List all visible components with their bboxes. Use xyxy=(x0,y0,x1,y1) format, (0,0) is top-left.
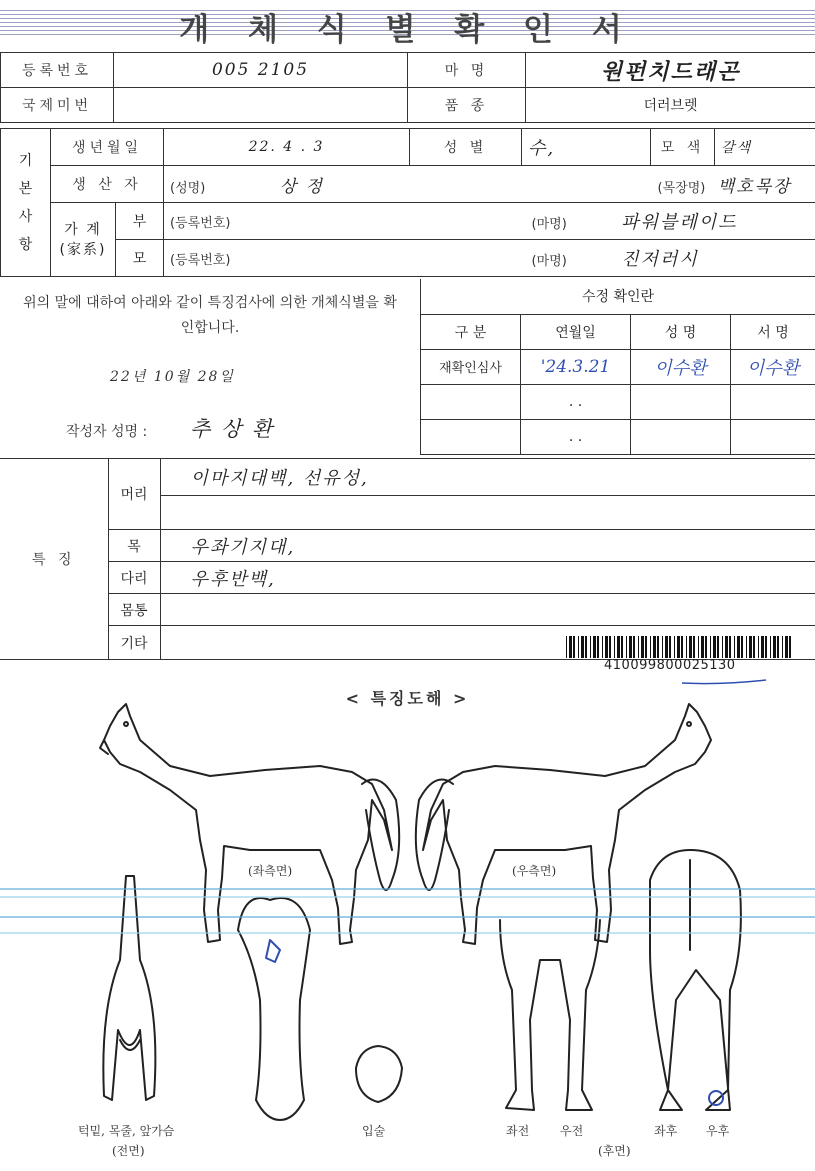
barcode-bar xyxy=(638,636,639,658)
leg-value: 우후반백, xyxy=(160,562,815,594)
horse-name-value: 원펀치드래곤 xyxy=(526,53,815,88)
sex-value: 수, xyxy=(522,129,651,166)
front-view-horse xyxy=(103,876,155,1100)
barcode-bar xyxy=(710,636,711,658)
breed-value: 더러브렛 xyxy=(526,88,815,123)
barcode xyxy=(566,636,794,658)
title-band xyxy=(0,0,815,48)
barcode-bar xyxy=(633,636,635,658)
confirm-col-name: 성 명 xyxy=(631,314,731,349)
barcode-bar xyxy=(617,636,620,658)
registration-table xyxy=(0,52,815,123)
confirm-row2-sign xyxy=(731,384,815,419)
confirm-row3-name xyxy=(631,419,731,454)
reg-no-label: 등록번호 xyxy=(1,53,114,88)
head-value-extra xyxy=(160,496,815,530)
barcode-bar xyxy=(662,636,663,658)
head-value: 이마지대백, 선유성, xyxy=(160,459,815,496)
barcode-bar xyxy=(593,636,596,658)
breed-label: 품 종 xyxy=(408,88,526,123)
barcode-bar xyxy=(713,636,716,658)
lips-view xyxy=(356,1046,402,1102)
barcode-bar xyxy=(729,636,731,658)
barcode-bar xyxy=(725,636,728,658)
barcode-bar xyxy=(737,636,740,658)
barcode-bar xyxy=(578,636,579,658)
reg-no-value: 005 2105 xyxy=(114,53,408,88)
confirm-col-date: 연월일 xyxy=(521,314,631,349)
diagram-title: < 특징도해 > xyxy=(345,689,470,708)
feature-section-label: 특 징 xyxy=(0,459,108,660)
producer-name-cell xyxy=(164,166,522,203)
barcode-bar xyxy=(674,636,675,658)
author-signature: 추 상 환 xyxy=(190,417,275,441)
confirm-row1-type: 재확인심사 xyxy=(421,349,521,384)
barcode-bar xyxy=(621,636,623,658)
confirm-row2-type xyxy=(421,384,521,419)
barcode-bar xyxy=(609,636,611,658)
barcode-bar xyxy=(782,636,783,658)
confirm-row2-date: . . xyxy=(521,384,631,419)
confirm-header: 수정 확인란 xyxy=(421,279,815,314)
confirm-row1-name: 이수환 xyxy=(631,349,731,384)
confirm-row3-date: . . xyxy=(521,419,631,454)
horse-name-label: 마 명 xyxy=(408,53,526,88)
body-value xyxy=(160,594,815,626)
neck-label: 목 xyxy=(108,530,160,562)
barcode-bar xyxy=(566,636,567,658)
farm-value: 백호목장 xyxy=(717,176,792,197)
barcode-bar xyxy=(689,636,692,658)
dam-label: 모 xyxy=(116,240,164,277)
farm-label: (목장명) xyxy=(657,180,706,196)
producer-name-label: (성명) xyxy=(170,180,206,196)
right-side-horse xyxy=(416,704,711,944)
barcode-bar xyxy=(590,636,591,658)
barcode-bar xyxy=(669,636,671,658)
sire-label: 부 xyxy=(116,203,164,240)
sex-label: 성 별 xyxy=(410,129,522,166)
scan-artifact xyxy=(0,932,815,934)
barcode-bar xyxy=(770,636,771,658)
barcode-bar xyxy=(686,636,687,658)
leg-label: 다리 xyxy=(108,562,160,594)
confirm-row1-date: '24.3.21 xyxy=(521,349,631,384)
scan-artifact xyxy=(0,896,815,898)
barcode-bar xyxy=(785,636,788,658)
head-label: 머리 xyxy=(108,459,160,530)
left-fore-caption: 좌전 xyxy=(506,1124,530,1138)
dam-name-label: (마명) xyxy=(531,254,567,269)
sire-name-cell xyxy=(522,203,815,240)
barcode-bar xyxy=(734,636,735,658)
birth-value: 22. 4 . 3 xyxy=(164,129,410,166)
barcode-bar xyxy=(693,636,695,658)
barcode-bar xyxy=(761,636,764,658)
dam-name-value: 진저러시 xyxy=(621,249,699,270)
sire-reg-cell xyxy=(164,203,522,240)
color-value: 갈색 xyxy=(715,129,815,166)
barcode-bar xyxy=(677,636,680,658)
statement-date: 22년 10월 28일 xyxy=(110,369,235,385)
body-label: 몸통 xyxy=(108,594,160,626)
basic-info-table xyxy=(0,128,815,277)
pen-underline xyxy=(680,676,770,686)
neck-value: 우좌기지대, xyxy=(160,530,815,562)
right-hind-caption: 우후 xyxy=(706,1124,730,1138)
barcode-bar xyxy=(777,636,779,658)
barcode-bar xyxy=(665,636,668,658)
barcode-bar xyxy=(705,636,707,658)
confirm-row3-sign xyxy=(731,419,815,454)
confirm-row3-type xyxy=(421,419,521,454)
barcode-bar xyxy=(645,636,647,658)
dam-reg-cell xyxy=(164,240,522,277)
barcode-bar xyxy=(765,636,767,658)
front-caption: 턱밑, 목줄, 앞가슴 xyxy=(78,1124,175,1138)
confirm-table xyxy=(420,279,815,455)
dam-name-cell xyxy=(522,240,815,277)
barcode-bar xyxy=(749,636,752,658)
birth-label: 생년월일 xyxy=(51,129,164,166)
barcode-bar xyxy=(681,636,683,658)
statement-area xyxy=(0,279,420,458)
confirm-col-type: 구 분 xyxy=(421,314,521,349)
barcode-bar xyxy=(641,636,644,658)
barcode-bar xyxy=(573,636,575,658)
right-fore-caption: 우전 xyxy=(560,1124,584,1138)
feature-table xyxy=(0,458,815,660)
intl-no-label: 국제미번 xyxy=(1,88,114,123)
left-hind-caption: 좌후 xyxy=(654,1124,678,1138)
lips-caption: 입술 xyxy=(362,1124,386,1138)
barcode-bar xyxy=(758,636,759,658)
barcode-bar xyxy=(650,636,651,658)
sire-reg-label: (등록번호) xyxy=(170,215,231,231)
barcode-number: 410099800025130 xyxy=(604,658,736,673)
barcode-bar xyxy=(629,636,632,658)
confirm-row2-name xyxy=(631,384,731,419)
confirm-col-sign: 서 명 xyxy=(731,314,815,349)
barcode-bar xyxy=(753,636,755,658)
sire-name-label: (마명) xyxy=(531,217,567,232)
left-side-horse xyxy=(100,704,399,944)
barcode-bar xyxy=(717,636,719,658)
document-title: 개 체 식 별 확 인 서 xyxy=(179,12,636,48)
author-label: 작성자 성명 : xyxy=(66,424,148,440)
barcode-bar xyxy=(602,636,603,658)
basic-section-label: 기본사항 xyxy=(1,129,51,277)
barcode-bar xyxy=(626,636,627,658)
farm-cell xyxy=(522,166,815,203)
barcode-bar xyxy=(581,636,584,658)
producer-name-value: 상 정 xyxy=(279,176,324,197)
barcode-bar xyxy=(746,636,747,658)
confirm-row1-sign: 이수환 xyxy=(731,349,815,384)
barcode-bar xyxy=(701,636,704,658)
barcode-bar xyxy=(657,636,659,658)
dam-reg-label: (등록번호) xyxy=(170,252,231,268)
right-side-caption: (우측면) xyxy=(512,864,557,878)
feature-diagram xyxy=(0,700,815,1171)
barcode-bar xyxy=(698,636,699,658)
other-label: 기타 xyxy=(108,626,160,660)
producer-label: 생 산 자 xyxy=(51,166,164,203)
scan-artifact xyxy=(0,916,815,918)
intl-no-value xyxy=(114,88,408,123)
barcode-bar xyxy=(653,636,656,658)
barcode-bar xyxy=(614,636,615,658)
front-legs-view xyxy=(500,920,600,1110)
statement-confirm-block xyxy=(0,279,815,459)
barcode-bar xyxy=(741,636,743,658)
left-side-caption: (좌측면) xyxy=(248,864,293,878)
barcode-bar xyxy=(569,636,572,658)
barcode-bar xyxy=(605,636,608,658)
scan-artifact xyxy=(0,888,815,890)
barcode-bar xyxy=(722,636,723,658)
barcode-bar xyxy=(597,636,599,658)
lineage-label: 가 계 (家系) xyxy=(51,203,116,277)
front-sub-caption: (전면) xyxy=(112,1144,145,1158)
rear-sub-caption: (후면) xyxy=(598,1144,631,1158)
barcode-bar xyxy=(773,636,776,658)
statement-text: 위의 말에 대하여 아래와 같이 특징검사에 의한 개체식별을 확인합니다. xyxy=(23,295,397,336)
barcode-bar xyxy=(585,636,587,658)
sire-name-value: 파워블레이드 xyxy=(621,212,738,233)
barcode-bar xyxy=(789,636,791,658)
color-label: 모 색 xyxy=(651,129,715,166)
